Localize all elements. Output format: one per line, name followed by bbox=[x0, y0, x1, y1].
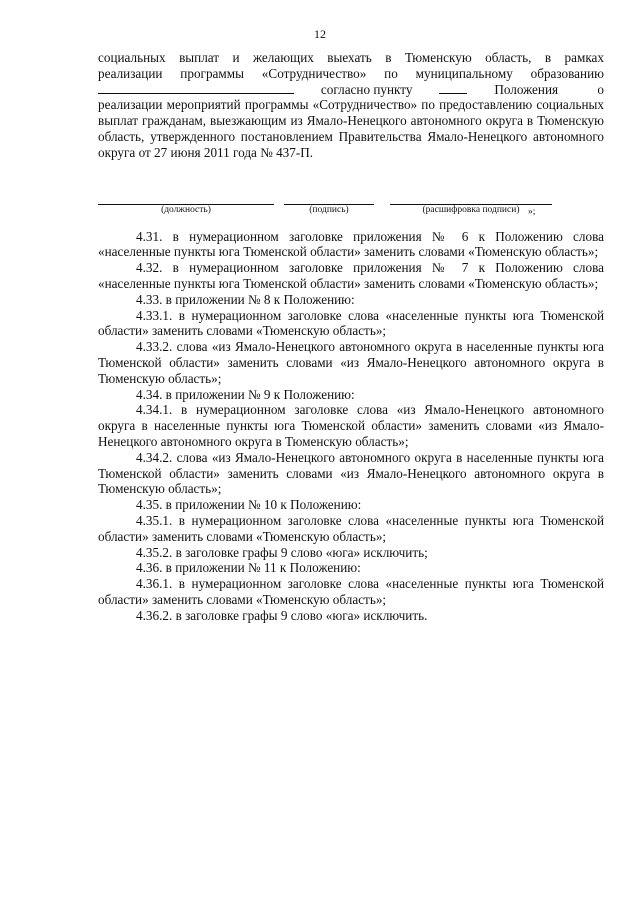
amendment-item: 4.33.1. в нумерационном заголовке слова «населенные пункты юга Тюменской области» заменить словами «Тюменскую область»; bbox=[98, 307, 604, 339]
name-caption: (расшифровка подписи) bbox=[390, 204, 552, 216]
amendment-item: 4.31. в нумерационном заголовке приложения № 6 к Положению слова «населенные пункты юга Тюменской области» заменить словами «Тюменскую область»; bbox=[98, 228, 604, 260]
position-caption: (должность) bbox=[98, 204, 274, 216]
intro-line-3-end: Положения о bbox=[494, 81, 604, 97]
amendment-item: 4.33.2. слова «из Ямало-Ненецкого автономного округа в населенные пункты юга Тюменской области» заменить словами «из Ямало-Ненецкого автономного округа в Тюменскую область»; bbox=[98, 339, 604, 386]
spacer bbox=[98, 161, 604, 204]
signature-block bbox=[98, 204, 604, 229]
amendment-item: 4.34. в приложении № 9 к Положению: bbox=[136, 386, 355, 402]
intro-line-3 bbox=[98, 82, 604, 98]
amendment-item: 4.36. в приложении № 11 к Положению: bbox=[136, 560, 361, 576]
intro-line-3-mid: согласно пункту bbox=[320, 81, 413, 97]
amendment-item: 4.35. в приложении № 10 к Положению: bbox=[136, 497, 362, 513]
amendment-item: 4.33. в приложении № 8 к Положению: bbox=[136, 291, 355, 307]
intro-rest: реализации мероприятий программы «Сотрудничество» по предоставлению социальных выплат гражданам, выезжающим из Ямало-Ненецкого автономного округа в Тюменскую область, утвержденного постановлением Правительства Ямало-Ненецкого автономного округа от 27 июня 2011 года № 437-П. bbox=[98, 97, 604, 160]
page-number: 12 bbox=[314, 27, 326, 41]
item-number-blank-field bbox=[439, 83, 467, 94]
amendment-item: 4.36.2. в заголовке графы 9 слово «юга» исключить. bbox=[136, 607, 428, 623]
amendment-list bbox=[98, 229, 604, 624]
intro-line-1: социальных выплат и желающих выехать в Тюменскую область, в рамках bbox=[98, 50, 604, 65]
amendment-item: 4.34.1. в нумерационном заголовке слова «из Ямало-Ненецкого автономного округа в населенные пункты юга Тюменской области» заменить словами «из Ямало-Ненецкого автономного округа в Тюменскую область»; bbox=[98, 402, 604, 449]
municipality-blank-field bbox=[98, 83, 294, 94]
amendment-item: 4.35.1. в нумерационном заголовке слова «населенные пункты юга Тюменской области» заменить словами «Тюменскую область»; bbox=[98, 512, 604, 544]
signature-caption: (подпись) bbox=[284, 204, 374, 216]
document-body bbox=[98, 50, 604, 624]
intro-line-2: реализации программы «Сотрудничество» по муниципальному образованию bbox=[98, 65, 604, 81]
amendment-item: 4.34.2. слова «из Ямало-Ненецкого автономного округа в населенные пункты юга Тюменской области» заменить словами «из Ямало-Ненецкого автономного округа в Тюменскую область»; bbox=[98, 449, 604, 497]
amendment-item: 4.32. в нумерационном заголовке приложения № 7 к Положению слова «населенные пункты юга Тюменской области» заменить словами «Тюменскую область»; bbox=[98, 260, 604, 291]
name-caption-tail: »; bbox=[528, 206, 536, 217]
amendment-item: 4.36.1. в нумерационном заголовке слова «населенные пункты юга Тюменской области» заменить словами «Тюменскую область»; bbox=[98, 576, 604, 607]
amendment-item: 4.35.2. в заголовке графы 9 слово «юга» исключить; bbox=[136, 544, 428, 560]
